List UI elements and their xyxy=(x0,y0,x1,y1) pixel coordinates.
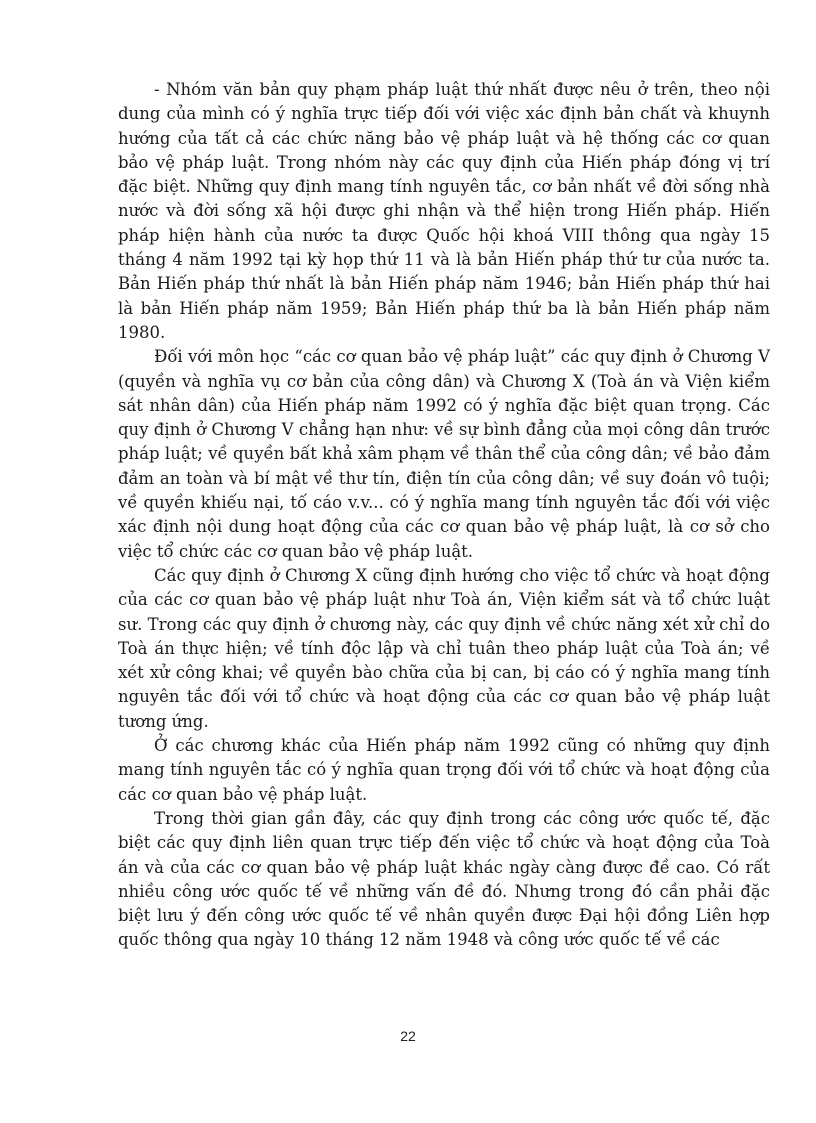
paragraph-international-conventions: Trong thời gian gần đây, các quy định trong các công ước quốc tế, đặc biệt các quy định liên quan trực tiếp đến việc tổ chức và hoạt động của Toà án và của các cơ quan bảo vệ pháp luật khác ngày càng được đề cao. Có rất nhiều công ước quốc tế về những vấn đề đó. Nhưng trong đó cần phải đặc biệt lưu ý đến công ước quốc tế về nhân quyền được Đại hội đồng Liên hợp quốc thông qua ngày 10 tháng 12 năm 1948 và công ước quốc tế về các xyxy=(118,808,770,950)
paragraph-constitution-chapters: Đối với môn học “các cơ quan bảo vệ pháp luật” các quy định ở Chương V (quyền và nghĩa vụ cơ bản của công dân) và Chương X (Toà án và Viện kiểm sát nhân dân) của Hiến pháp năm 1992 có ý nghĩa đặc biệt quan trọng. Các quy định ở Chương V chẳng hạn như: về sự bình đẳng của mọi công dân trước pháp luật; về quyền bất khả xâm phạm về thân thể của công dân; về bảo đảm đảm an toàn và bí mật về thư tín, điện tín của công dân; về suy đoán vô tuội; về quyền khiếu nại, tố cáo v.v... có ý nghĩa mang tính nguyên tắc đối với việc xác định nội dung hoạt động của các cơ quan bảo vệ pháp luật, là cơ sở cho việc tổ chức các cơ quan bảo vệ pháp luật. xyxy=(118,347,770,561)
page-number: 22 xyxy=(400,1028,416,1044)
paragraph-chapter-x: Các quy định ở Chương X cũng định hướng cho việc tổ chức và hoạt động của các cơ quan bảo vệ pháp luật như Toà án, Viện kiểm sát và tổ chức luật sư. Trong các quy định ở chương này, các quy định về chức năng xét xử chỉ do Toà án thực hiện; về tính độc lập và chỉ tuân theo pháp luật của Toà án; về xét xử công khai; về quyền bào chữa của bị can, bị cáo có ý nghĩa mang tính nguyên tắc đối với tổ chức và hoạt động của các cơ quan bảo vệ pháp luật tương ứng. xyxy=(118,565,770,731)
paragraph-other-chapters: Ở các chương khác của Hiến pháp năm 1992 cũng có những quy định mang tính nguyên tắc có ý nghĩa quan trọng đối với tổ chức và hoạt động của các cơ quan bảo vệ pháp luật. xyxy=(118,736,770,804)
document-body xyxy=(118,78,770,953)
paragraph-legal-docs-group: - Nhóm văn bản quy phạm pháp luật thứ nhất được nêu ở trên, theo nội dung của mình có ý nghĩa trực tiếp đối với việc xác định bản chất và khuynh hướng của tất cả các chức năng bảo vệ pháp luật và hệ thống các cơ quan bảo vệ pháp luật. Trong nhóm này các quy định của Hiến pháp đóng vị trí đặc biệt. Những quy định mang tính nguyên tắc, cơ bản nhất về đời sống nhà nước và đời sống xã hội được ghi nhận và thể hiện trong Hiến pháp. Hiến pháp hiện hành của nước ta được Quốc hội khoá VIII thông qua ngày 15 tháng 4 năm 1992 tại kỳ họp thứ 11 và là bản Hiến pháp thứ tư của nước ta. Bản Hiến pháp thứ nhất là bản Hiến pháp năm 1946; bản Hiến pháp thứ hai là bản Hiến pháp năm 1959; Bản Hiến pháp thứ ba là bản Hiến pháp năm 1980. xyxy=(118,80,770,342)
